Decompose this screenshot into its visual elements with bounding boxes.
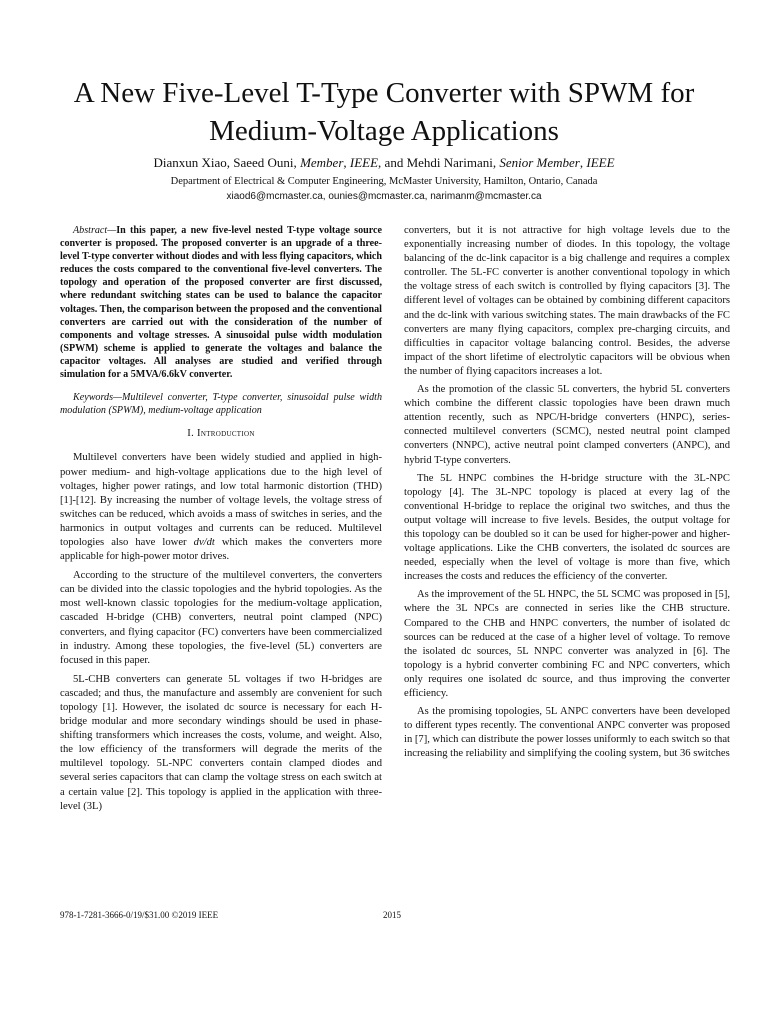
authors-sep-2: , (579, 155, 587, 170)
abstract (60, 224, 382, 381)
authors-sep-1: , (343, 155, 350, 170)
abstract-text: In this paper, a new five-level nested T-type voltage source converter is proposed. The proposed converter is an upgrade of a three-level T-type converter without diodes and with less flying capacitors, which reduces the costs compared to the conventional five-level converters. The topology and operation of the proposed converter are first discussed, where redundant switching states can be used to balance the capacitor voltages. Then, the comparison between the proposed and the conventional converters are carried out with the consideration of the number of components and voltage stresses. A sinusoidal pulse width modulation (SPWM) scheme is applied to generate the voltages and balance the capacitor voltages. All analyses are studied and verified through simulation for a 5MVA/6.6kV converter. (60, 225, 382, 381)
right-column (404, 224, 730, 765)
intro-paragraph-2: According to the structure of the multilevel converters, the converters can be divided into the classic topologies and the hybrid topologies. As the most well-known classic topologies for the medium-voltage application, cascaded H-bridge (CHB) converters, neutral point clamped (NPC) converters, and flying capacitor (FC) converters have been commercialized in industry. Among these topologies, the five-level (5L) converters are focused in this paper. (60, 570, 382, 666)
page-number: 2015 (383, 910, 401, 920)
section-heading-introduction: I. Introduction (187, 428, 255, 440)
footer-isbn: 978-1-7281-3666-0/19/$31.00 ©2019 IEEE (60, 910, 219, 920)
title-line-2: Medium-Voltage Applications (209, 115, 559, 147)
author-grade-2: Senior Member (499, 155, 580, 170)
intro-p1-text-a: Multilevel converters have been widely studied and applied in high-power medium- and high-voltage applications due to the high level of voltages, higher power ratings, and low total harmonic distortion (THD) [1]-[12]. By increasing the number of voltage levels, the voltage stress of switches can be reduced, which avoids a mass of switches in series, and the harmonics in output voltages and currents can be reduced. Multilevel topologies also have lower (60, 452, 382, 548)
intro-p1-text-b: which makes the converters more applicable for high-power motor drives. (60, 536, 382, 563)
keywords (60, 391, 382, 417)
author-org-1: IEEE (349, 155, 379, 170)
author-emails: xiaod6@mcmaster.ca, ounies@mcmaster.ca, narimanm@mcmaster.ca (226, 191, 542, 202)
left-column (60, 224, 382, 819)
right-paragraph-4: As the improvement of the 5L HNPC, the 5L SCMC was proposed in [5], where the 3L NPCs are connected in series like the CHB structure. Compared to the CHB and HNPC converters, the number of isolated dc sources can be reduced at the case of a higher level of voltage. To remove the isolated dc sources, 5L NNPC converter was analyzed in [6]. The topology is a hybrid converter combining FC and NPC converters, which only requires one isolated dc source, and thus improving the converter efficiency. (404, 589, 730, 699)
right-paragraph-3: The 5L HNPC combines the H-bridge structure with the 3L-NPC topology [4]. The 3L-NPC topology is placed at every lag of the conventional H-bridge to replace the original two switches, and thus the output voltage will increase to five levels. Besides, the output voltage for this topology can be doubled so it can be used for higher-power and higher-voltage applications. Like the CHB converters, the isolated dc sources are needed, especially when the level of voltage is more than five, which increases the costs and reduces the efficiency of the converter. (404, 472, 730, 583)
keywords-text: Multilevel converter, T-type converter, sinusoidal pulse width modulation (SPWM), medium-voltage application (60, 392, 382, 417)
paper-title (40, 74, 728, 150)
authors-text-2: , and Mehdi Narimani, (378, 155, 500, 170)
keywords-label: Keywords— (73, 392, 122, 404)
abstract-label: Abstract— (73, 225, 117, 236)
right-paragraph-5: As the promising topologies, 5L ANPC converters have been developed to different types recently. The conventional ANPC converter was proposed in [7], which can distribute the power losses uniformly to each switch so that increasing the reliability and simplifying the cooling system, but 36 switches (404, 706, 730, 760)
intro-paragraph-3: 5L-CHB converters can generate 5L voltages if two H-bridges are cascaded; and thus, the manufacture and assembly are convenient for such topology [1]. However, the isolated dc source is necessary for each H-bridge modular and more secondary windings should be used in phase-shifting transformers which increases the costs, volume, and weight. Also, the low efficiency of the transformers will degrade the merits of the multilevel topology. 5L-NPC converters contain clamped diodes and several series capacitors that can clamp the voltage stress on each switch at a certain value [2]. This topology is applied in the application with three-level (3L) (60, 673, 382, 812)
right-paragraph-2: As the promotion of the classic 5L converters, the hybrid 5L converters which combine the different classic topologies have been drawn much attention recently, such as NPC/H-bridge converters (HNPC), series-connected multilevel converters (SCMC), nested neutral point clamped converters (NNPC), active neutral point clamped converters (ANPC), and hybrid T-type converters. (404, 384, 730, 466)
intro-paragraph-1 (60, 451, 382, 564)
authors-line (40, 154, 728, 171)
title-line-1: A New Five-Level T-Type Converter with SPWM for (73, 77, 695, 109)
author-org-2: IEEE (586, 155, 615, 170)
author-grade-1: Member (300, 155, 344, 170)
affiliation: Department of Electrical & Computer Engineering, McMaster University, Hamilton, Ontario, Canada (170, 176, 598, 187)
intro-p1-dvdt: dv/dt (193, 536, 215, 548)
authors-text-1: Dianxun Xiao, Saeed Ouni, (153, 155, 301, 170)
right-paragraph-1: converters, but it is not attractive for high voltage levels due to the exponentially increasing number of diodes. In this topology, the voltage balancing of the dc-link capacitor is a big challenge and requires a complex controller. The 5L-FC converter is another conventional topology in which the voltage stress of each switch is controlled by flying capacitors [3]. The different level of voltages can be obtained by combining different capacitors and the dc-link with various switching states. The main drawbacks of the FC converters are many flying capacitors, complex pre-charging circuits, and difficulties in capacitor voltage balancing control. Besides, the adverse impact of the short lifetime of electrolytic capacitors will be obvious when the number of flying capacitors increases a lot. (404, 225, 730, 377)
